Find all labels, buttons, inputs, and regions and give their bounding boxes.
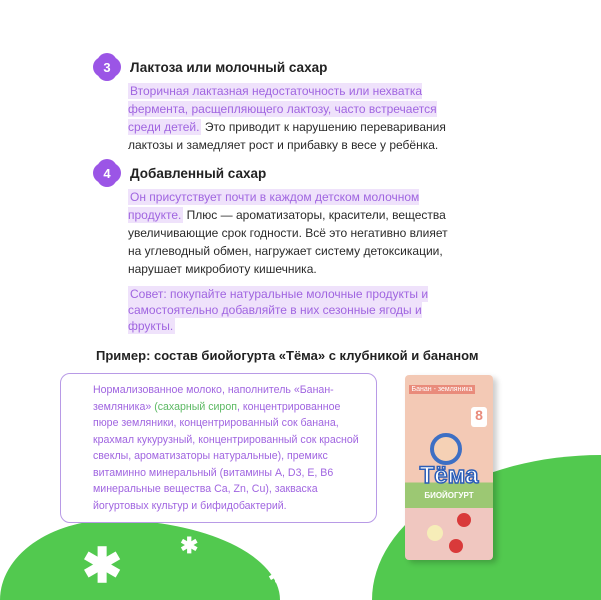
section-header (96, 162, 476, 184)
snowflake-icon: ✱ (268, 562, 287, 587)
strawberry-icon (457, 513, 471, 527)
highlight-text: Вторичная лактазная недостаточность или нехватка фермента, расщепляющего лактозу, часто встречается среди детей. (128, 84, 437, 134)
body-text: Это приводит к нарушению переваривания лактозы и замедляет рост и прибавку в весе у ребёнка. (128, 120, 446, 152)
strawberry-icon (449, 539, 463, 553)
product-age: 8 (471, 407, 487, 427)
tip (128, 286, 463, 334)
product-image (405, 375, 493, 560)
product-brand: Тёма (419, 462, 479, 489)
number-badge-4: 4 (96, 162, 118, 184)
section-body (128, 82, 463, 154)
snowflake-icon: ✱ (180, 533, 199, 558)
ingredients-text: , концентрированное пюре земляники, концентрированный сок банана, крахмал кукурузный, концентрированный сок красной свеклы, ароматизаторы натуральные), премикс витаминно минеральный (витамины A, D3, E, B6 минеральные вещества Ca, Zn, Cu), закваска йогуртовых культур и бифидобактерий. (93, 400, 359, 512)
ingredients-text: Нормализованное молоко, наполнитель «Банан-земляника» (93, 384, 334, 413)
ingredients-box (60, 373, 377, 523)
body-text: Плюс — ароматизаторы, красители, вещества увеличивающие срок годности. Всё это негативно влияет на углеводный обмен, нагружает систему детоксикации, нарушает микробиоту кишечника. (128, 208, 448, 276)
sugar-syrup-text: (сахарный сироп (154, 400, 237, 413)
section-body (128, 188, 463, 278)
highlight-text: Он присутствует почти в каждом детском молочном продукте. (128, 190, 420, 222)
banana-icon (427, 525, 443, 541)
green-blob-left (0, 520, 280, 600)
product-type: БИОЙОГУРТ (424, 491, 474, 500)
baby-face-icon (430, 433, 462, 465)
product-flavor: Банан - земляника (409, 385, 475, 394)
snowflake-icon: ✱ (82, 540, 123, 593)
section-header (96, 56, 476, 78)
tip-text: Совет: покупайте натуральные молочные продукты и самостоятельно добавляйте в них сезонные ягоды и фрукты. (128, 287, 429, 333)
example-title: Пример: состав биойогурта «Тёма» с клубникой и бананом (96, 348, 479, 363)
section-title: Добавленный сахар (130, 165, 267, 181)
number-badge-3: 3 (96, 56, 118, 78)
section-title: Лактоза или молочный сахар (130, 59, 328, 75)
